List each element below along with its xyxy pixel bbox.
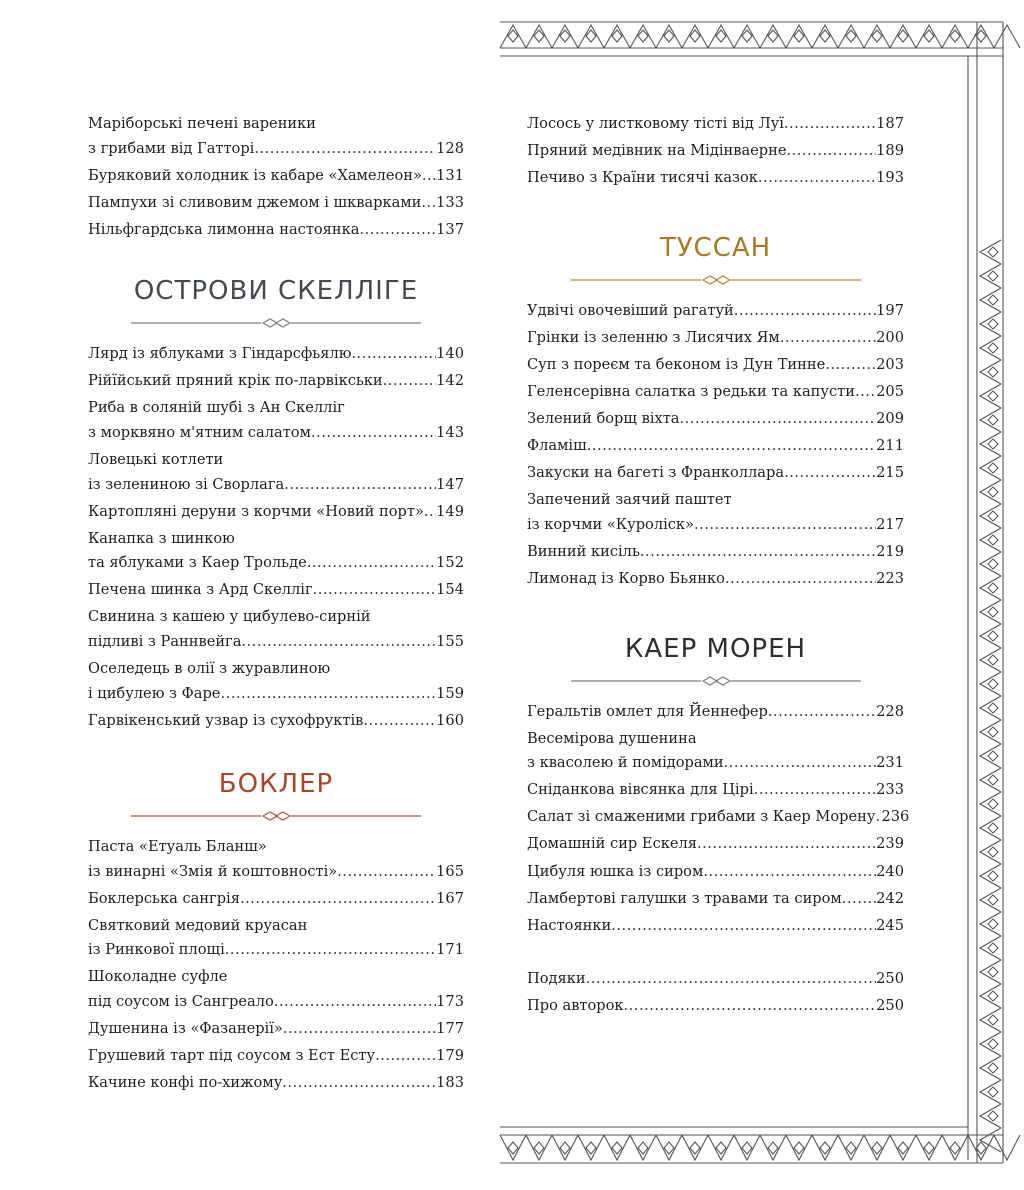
toc-entry-title: Суп з пореєм та беконом із Дун Тинне <box>527 355 826 373</box>
dot-leader <box>734 299 876 324</box>
toc-entry-leader-line <box>88 938 464 963</box>
toc-entry-leader-line <box>88 1071 464 1096</box>
section-divider <box>571 676 861 686</box>
toc-entry-leader-line <box>88 887 464 912</box>
dot-leader <box>313 578 437 603</box>
toc-entry-page-number: 149 <box>436 502 464 520</box>
toc-entry <box>88 578 464 603</box>
section-beauclair <box>88 767 464 821</box>
toc-entry <box>88 887 464 912</box>
toc-entry-leader-line <box>527 914 904 939</box>
toc-entry-title: та яблуками з Каер Трольде <box>88 554 307 572</box>
toc-entry <box>527 967 904 992</box>
toc-entry-page-number: 217 <box>876 515 904 533</box>
section-entries-beauclair <box>88 835 464 1096</box>
dot-leader <box>724 751 877 776</box>
toc-entry-page-number: 193 <box>876 169 904 187</box>
toc-entry-title-line: Оселедець в олії з журавлиною <box>88 660 331 678</box>
section-divider <box>131 811 421 821</box>
toc-entry-title-line: Шоколадне суфле <box>88 968 228 986</box>
toc-entry-leader-line <box>527 567 904 592</box>
toc-entry-leader-line <box>527 434 904 459</box>
toc-entry-page-number: 197 <box>876 301 904 319</box>
toc-entry <box>527 166 904 191</box>
right-column <box>527 112 910 1021</box>
toc-entry <box>527 805 910 830</box>
toc-entry <box>527 994 904 1019</box>
toc-entry <box>88 369 464 394</box>
dot-leader <box>363 709 436 734</box>
toc-entry-title: Пряний медівник на Мідінваерне <box>527 142 787 160</box>
toc-entry-title: Лосось у листковому тісті від Луї <box>527 115 784 132</box>
dot-leader <box>694 513 876 538</box>
dot-leader <box>359 218 436 243</box>
toc-entry-page-number: 233 <box>876 781 904 799</box>
toc-entry-leader-line <box>88 164 464 189</box>
toc-entry-leader-line <box>88 137 464 162</box>
toc-entry-leader-line <box>527 751 904 776</box>
toc-entry <box>527 488 904 537</box>
toc-entry-leader-line <box>527 380 904 405</box>
toc-entry-page-number: 183 <box>436 1074 464 1092</box>
toc-entry-title: Геральтів омлет для Йеннефер <box>527 702 768 720</box>
toc-entry <box>527 832 904 857</box>
toc-entry <box>527 407 904 432</box>
toc-entry <box>527 700 904 725</box>
toc-entry <box>88 527 464 576</box>
toc-entry <box>527 860 904 885</box>
toc-entry <box>88 657 464 706</box>
toc-entry-title: з грибами від Гатторі <box>88 139 255 157</box>
toc-entry-page-number: 160 <box>436 711 464 729</box>
dot-leader <box>284 473 436 498</box>
toc-entry-leader-line <box>527 832 904 857</box>
toc-entry <box>527 112 904 137</box>
dot-leader <box>679 407 876 432</box>
toc-entry-page-number: 140 <box>436 345 464 363</box>
toc-entry-title: Душенина із «Фазанерії» <box>88 1020 283 1037</box>
toc-entry-title: Салат зі смаженими грибами з Каер Морену <box>527 808 876 826</box>
toc-entry-leader-line <box>88 421 464 446</box>
toc-entry-title: із винарні «Змія й коштовності» <box>88 862 338 880</box>
right-bottom-entries <box>527 967 904 1019</box>
toc-entry-title: Грінки із зеленню з Лисячих Ям <box>527 328 780 346</box>
toc-entry-title: Боклерська сангрія <box>88 889 240 907</box>
dot-leader <box>768 700 876 725</box>
section-toussaint <box>527 231 904 285</box>
dot-leader <box>241 630 436 655</box>
toc-entry <box>88 112 464 161</box>
toc-entry-title: Печиво з Країни тисячі казок <box>527 169 758 187</box>
dot-leader <box>697 832 876 857</box>
toc-entry-page-number: 128 <box>436 139 464 157</box>
toc-entry-leader-line <box>88 682 464 707</box>
toc-entry-title: Лимонад із Корво Бьянко <box>527 570 725 588</box>
dot-leader <box>754 778 877 803</box>
toc-entry <box>527 326 904 351</box>
section-kaer-morhen <box>527 632 904 686</box>
toc-entry <box>88 218 464 243</box>
section-title-kaer-morhen: КАЕР МОРЕН <box>624 633 807 664</box>
toc-entry <box>88 1017 464 1042</box>
toc-entry-leader-line <box>88 369 464 394</box>
toc-entry-leader-line <box>88 860 464 885</box>
toc-entry-title: Рійїйський пряний крік по-ларвікськи <box>88 372 383 390</box>
toc-entry <box>88 448 464 497</box>
toc-entry <box>88 500 464 525</box>
toc-entry-page-number: 242 <box>876 889 904 907</box>
left-column <box>88 112 464 1098</box>
toc-entry-leader-line <box>527 513 904 538</box>
toc-entry-leader-line <box>527 461 904 486</box>
toc-entry-title: Фламіш <box>527 437 587 455</box>
toc-entry <box>527 727 904 776</box>
toc-entry-title: із Ринкової площі <box>88 941 225 959</box>
section-title-toussaint: ТУССАН <box>659 232 772 263</box>
toc-entry-page-number: 240 <box>876 862 904 880</box>
toc-entry-title: Про авторок <box>527 996 624 1014</box>
dot-leader <box>225 938 436 963</box>
right-top-entries <box>527 112 904 191</box>
toc-entry <box>88 709 464 734</box>
toc-entry-leader-line <box>527 540 904 565</box>
toc-entry-page-number: 165 <box>436 862 464 880</box>
toc-entry-title-line: Паста «Етуаль Бланш» <box>88 838 267 856</box>
toc-entry-leader-line <box>527 299 904 324</box>
section-title-skellige: ОСТРОВИ СКЕЛЛІГЕ <box>133 276 419 307</box>
toc-entry <box>527 914 904 939</box>
section-entries-kaer-morhen <box>527 700 910 939</box>
dot-leader <box>842 887 876 912</box>
toc-entry-page-number: 203 <box>876 355 904 373</box>
dot-leader <box>421 191 436 216</box>
dot-leader <box>784 112 876 137</box>
toc-entry-page-number: 187 <box>876 115 904 132</box>
toc-entry-page-number: 171 <box>436 941 464 959</box>
toc-entry-title: Ламбертові галушки з травами та сиром <box>527 889 842 907</box>
toc-entry-page-number: 236 <box>881 808 910 826</box>
toc-entry-title: підливі з Раннвейга <box>88 632 242 650</box>
toc-entry-page-number: 142 <box>436 372 464 390</box>
toc-entry-title: і цибулею з Фаре <box>88 684 221 702</box>
toc-entry <box>527 540 904 565</box>
toc-entry-page-number: 133 <box>436 193 464 211</box>
toc-entry-page-number: 211 <box>876 437 904 455</box>
toc-entry-page-number: 223 <box>876 570 904 588</box>
toc-entry-leader-line <box>527 326 904 351</box>
toc-entry-page-number: 147 <box>436 475 464 493</box>
dot-leader <box>586 967 877 992</box>
toc-entry-leader-line <box>527 353 904 378</box>
toc-entry-leader-line <box>88 473 464 498</box>
dot-leader <box>855 380 876 405</box>
toc-entry-title: Пампухи зі сливовим джемом і шкварками <box>88 193 422 211</box>
toc-entry-title-line: Свинина з кашею у цибулево-сирній <box>88 608 371 626</box>
toc-entry-leader-line <box>88 500 464 525</box>
toc-entry-title: із зелениною зі Сворлага <box>88 475 285 493</box>
dot-leader <box>282 1071 436 1096</box>
toc-entry <box>88 164 464 189</box>
toc-entry-title: Гарвікенський узвар із сухофруктів <box>88 711 364 729</box>
toc-entry-title: Буряковий холодник із кабаре «Хамелеон» <box>88 166 422 184</box>
toc-entry-title: Закуски на багеті з Франколлара <box>527 464 785 482</box>
dot-leader <box>220 682 436 707</box>
toc-entry-page-number: 250 <box>876 969 904 987</box>
toc-entry-page-number: 155 <box>436 632 464 650</box>
toc-entry-title: Грушевий тарт під соусом з Ест Есту <box>88 1047 376 1065</box>
toc-entry <box>88 965 464 1014</box>
toc-entry-title: із корчми «Куроліск» <box>527 515 694 533</box>
dot-leader <box>780 326 876 351</box>
toc-entry-title: під соусом із Сангреало <box>88 992 274 1010</box>
dot-leader <box>375 1044 436 1069</box>
dot-leader <box>283 1017 436 1042</box>
dot-leader <box>587 434 876 459</box>
dot-leader <box>725 567 876 592</box>
toc-entry-page-number: 209 <box>876 410 904 428</box>
dot-leader <box>758 166 876 191</box>
toc-entry-title: Настоянки <box>527 916 612 934</box>
toc-entry-title: з морквяно м'ятним салатом <box>88 423 311 441</box>
toc-entry-page-number: 137 <box>436 220 464 238</box>
toc-entry <box>527 380 904 405</box>
toc-entry-page-number: 250 <box>876 996 904 1014</box>
toc-entry-page-number: 154 <box>436 581 464 599</box>
toc-entry-page-number: 159 <box>436 684 464 702</box>
toc-entry-leader-line <box>527 778 904 803</box>
toc-entry-leader-line <box>527 805 910 830</box>
toc-entry-page-number: 200 <box>876 328 904 346</box>
toc-entry <box>88 605 464 654</box>
toc-entry-title: з квасолею й помідорами <box>527 754 724 772</box>
toc-entry <box>527 887 904 912</box>
toc-entry-title-line: Канапка з шинкою <box>88 529 235 547</box>
toc-entry-page-number: 189 <box>876 142 904 160</box>
toc-entry <box>88 396 464 445</box>
toc-entry-leader-line <box>527 860 904 885</box>
toc-entry-leader-line <box>527 166 904 191</box>
toc-entry-title: Подяки <box>527 969 586 987</box>
dot-leader <box>240 887 436 912</box>
toc-entry-leader-line <box>88 990 464 1015</box>
toc-entry-leader-line <box>527 112 904 137</box>
toc-entry-title: Винний кисіль <box>527 542 640 560</box>
dot-leader <box>825 353 876 378</box>
toc-entry-title: Геленсерівна салатка з редьки та капусти <box>527 382 855 400</box>
toc-entry-title: Сніданкова вівсянка для Цірі <box>527 781 754 799</box>
toc-entry-leader-line <box>88 551 464 576</box>
toc-entry-title: Зелений борщ віхта <box>527 410 680 428</box>
toc-entry <box>527 461 904 486</box>
section-entries-toussaint <box>527 299 904 592</box>
toc-entry <box>527 139 904 164</box>
toc-entry <box>88 1044 464 1069</box>
section-divider <box>131 318 421 328</box>
dot-leader <box>640 540 876 565</box>
section-skellige <box>88 274 464 328</box>
toc-entry-page-number: 177 <box>436 1020 464 1037</box>
spacer <box>527 941 904 967</box>
toc-entry <box>88 1071 464 1096</box>
toc-entry-title: Картопляні деруни з корчми «Новий порт» <box>88 502 424 520</box>
toc-entry <box>527 567 904 592</box>
dot-leader <box>703 860 876 885</box>
dot-leader <box>307 551 436 576</box>
toc-entry-leader-line <box>88 342 464 367</box>
toc-entry-title: Цибуля юшка із сиром <box>527 862 704 880</box>
toc-entry-title-line: Весемірова душенина <box>527 729 697 747</box>
dot-leader <box>624 994 877 1019</box>
toc-entry-page-number: 152 <box>436 554 464 572</box>
toc-entry-page-number: 239 <box>876 835 904 853</box>
toc-entry-leader-line <box>88 1044 464 1069</box>
toc-entry-page-number: 245 <box>876 916 904 934</box>
toc-entry-title-line: Ловецькі котлети <box>88 451 224 469</box>
dot-leader <box>337 860 436 885</box>
toc-entry-title: Печена шинка з Ард Скелліг <box>88 581 313 599</box>
dot-leader <box>311 421 436 446</box>
toc-entry <box>88 914 464 963</box>
toc-entry-leader-line <box>527 139 904 164</box>
toc-entry <box>88 342 464 367</box>
toc-entry-leader-line <box>88 218 464 243</box>
toc-entry <box>527 299 904 324</box>
toc-entry-page-number: 205 <box>876 382 904 400</box>
dot-leader <box>424 500 436 525</box>
dot-leader <box>784 461 876 486</box>
toc-entry-page-number: 131 <box>436 166 464 184</box>
dot-leader <box>254 137 436 162</box>
toc-entry-leader-line <box>88 1017 464 1042</box>
dot-leader <box>611 914 876 939</box>
toc-entry-leader-line <box>88 709 464 734</box>
dot-leader <box>351 342 436 367</box>
section-entries-skellige <box>88 342 464 733</box>
left-top-entries <box>88 112 464 242</box>
toc-entry-leader-line <box>527 887 904 912</box>
toc-entry-leader-line <box>527 407 904 432</box>
toc-entry <box>88 191 464 216</box>
toc-entry <box>527 778 904 803</box>
toc-entry-page-number: 167 <box>436 889 464 907</box>
toc-entry-leader-line <box>527 700 904 725</box>
section-title-beauclair: БОКЛЕР <box>218 769 334 800</box>
toc-entry-title-line: Риба в соляній шубі з Ан Скелліг <box>88 399 345 417</box>
toc-entry-leader-line <box>88 630 464 655</box>
toc-entry-title-line: Запечений заячий паштет <box>527 491 732 509</box>
toc-entry-title: Нільфгардська лимонна настоянка <box>88 220 360 238</box>
toc-entry-title-line: Святковий медовий круасан <box>88 916 308 934</box>
toc-entry-page-number: 179 <box>436 1047 464 1065</box>
dot-leader <box>786 139 876 164</box>
toc-entry <box>527 353 904 378</box>
toc-entry-title-line: Маріборські печені вареники <box>88 115 316 132</box>
toc-entry-title: Лярд із яблуками з Гіндарсфьялю <box>88 345 352 363</box>
toc-entry-title: Удвічі овочевіший рагатуй <box>527 301 734 319</box>
toc-entry-page-number: 231 <box>876 754 904 772</box>
toc-entry-title: Домашній сир Ескеля <box>527 835 697 853</box>
toc-entry-page-number: 219 <box>876 542 904 560</box>
section-divider <box>571 275 861 285</box>
toc-entry <box>88 835 464 884</box>
toc-entry-leader-line <box>88 191 464 216</box>
toc-entry-leader-line <box>527 994 904 1019</box>
toc-entry-page-number: 143 <box>436 423 464 441</box>
toc-entry-page-number: 215 <box>876 464 904 482</box>
dot-leader <box>383 369 436 394</box>
dot-leader <box>422 164 436 189</box>
dot-leader <box>274 990 436 1015</box>
toc-entry-page-number: 173 <box>436 992 464 1010</box>
toc-entry-title: Качине конфі по-хижому <box>88 1074 283 1092</box>
toc-entry-leader-line <box>527 967 904 992</box>
toc-entry-page-number: 228 <box>876 702 904 720</box>
toc-entry <box>527 434 904 459</box>
toc-entry-leader-line <box>88 578 464 603</box>
